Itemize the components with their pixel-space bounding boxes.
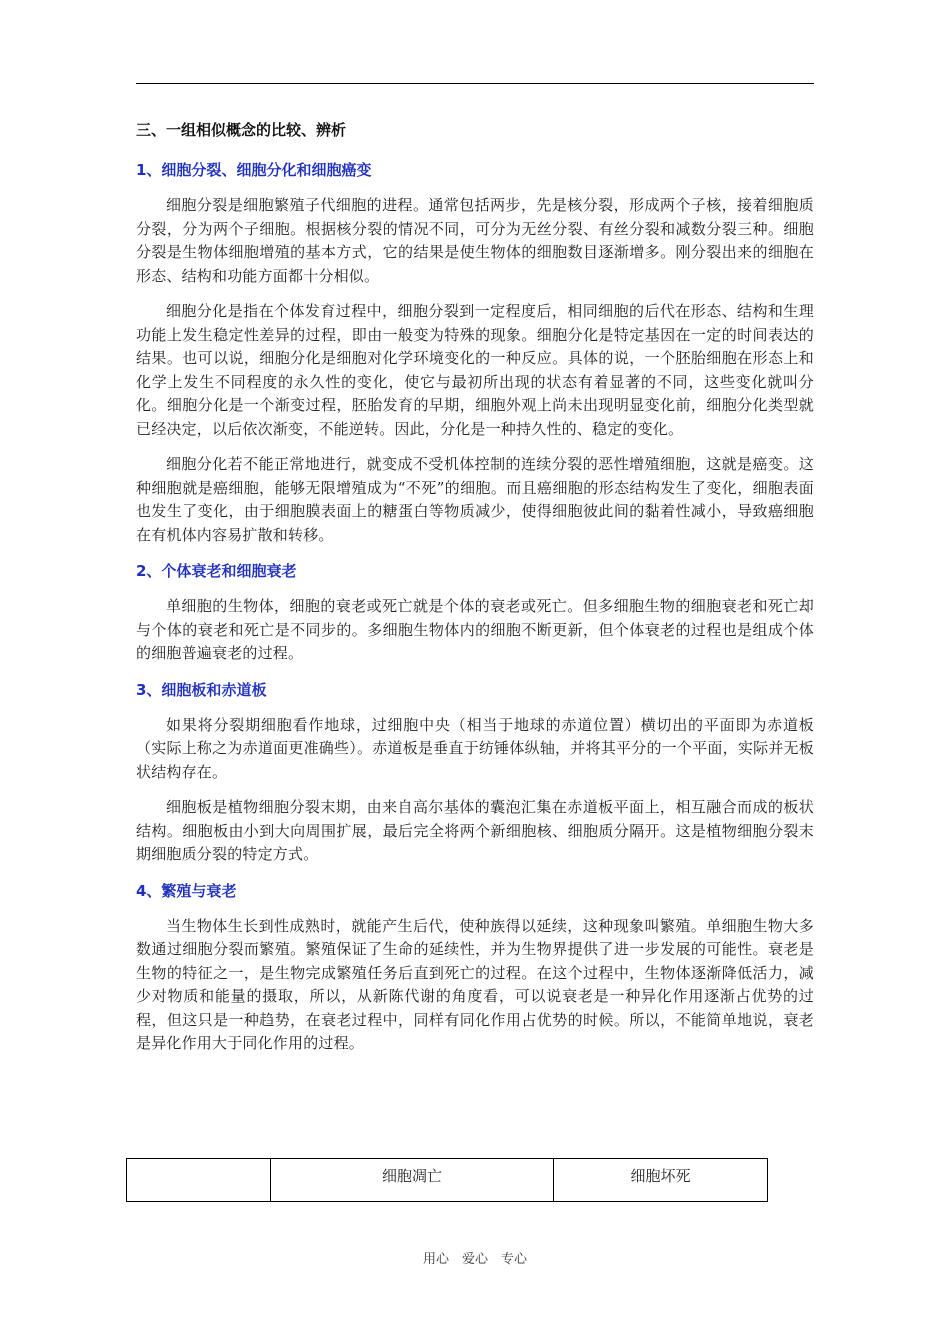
subsection-title-4: 4、繁殖与衰老	[136, 881, 237, 900]
header-rule	[136, 83, 814, 84]
comparison-table	[126, 1158, 768, 1202]
paragraph-reproduction: 当生物体生长到性成熟时，就能产生后代，使种族得以延续，这种现象叫繁殖。单细胞生物大多数通过细胞分裂而繁殖。繁殖保证了生命的延续性，并为生物界提供了进一步发展的可能性。衰老是生物的特征之一，是生物完成繁殖任务后直到死亡的过程。在这个过程中，生物体逐渐降低活力，减少对物质和能量的摄取，所以，从新陈代谢的角度看，可以说衰老是一种异化作用逐渐占优势的过程，但这只是一种趋势，在衰老过程中，同样有同化作用占优势的时候。所以，不能简单地说，衰老是异化作用大于同化作用的过程。	[136, 916, 814, 1052]
table-header-empty	[127, 1159, 271, 1202]
table-header-row	[127, 1159, 768, 1202]
page-footer: 用心 爱心 专心	[422, 1252, 527, 1267]
table-header-necrosis: 细胞坏死	[554, 1159, 768, 1202]
paragraph-cell-differentiation: 细胞分化是指在个体发育过程中，细胞分裂到一定程度后，相同细胞的后代在形态、结构和生理功能上发生稳定性差异的过程，即由一般变为特殊的现象。细胞分化是特定基因在一定的时间表达的结果。也可以说，细胞分化是细胞对化学环境变化的一种反应。具体的说，一个胚胎细胞在形态上和化学上发生不同程度的永久性的变化，使它与最初所出现的状态有着显著的不同，这些变化就叫分化。细胞分化是一个渐变过程，胚胎发育的早期，细胞外观上尚未出现明显变化前，细胞分化类型就已经决定，以后依次渐变，不能逆转。因此，分化是一种持久性的、稳定的变化。	[136, 302, 814, 438]
paragraph-aging: 单细胞的生物体，细胞的衰老或死亡就是个体的衰老或死亡。但多细胞生物的细胞衰老和死亡却与个体的衰老和死亡是不同步的。多细胞生物体内的细胞不断更新，但个体衰老的过程也是组成个体的细胞普遍衰老的过程。	[136, 597, 814, 662]
subsection-title-1: 1、细胞分裂、细胞分化和细胞癌变	[136, 161, 372, 179]
subsection-title-3: 3、细胞板和赤道板	[136, 680, 267, 699]
paragraph-equatorial-plate: 如果将分裂期细胞看作地球，过细胞中央（相当于地球的赤道位置）横切出的平面即为赤道板（实际上称之为赤道面更准确些）。赤道板是垂直于纺锤体纵轴，并将其平分的一个平面，实际并无板状结构存在。	[136, 715, 814, 781]
document-body	[136, 118, 814, 1068]
paragraph-cancer: 细胞分化若不能正常地进行，就变成不受机体控制的连续分裂的恶性增殖细胞，这就是癌变。这种细胞就是癌细胞，能够无限增殖成为“不死”的细胞。而且癌细胞的形态结构发生了变化，细胞表面也发生了变化，由于细胞膜表面上的糖蛋白等物质减少，使得细胞彼此间的黏着性减小，导致癌细胞在有机体内容易扩散和转移。	[136, 455, 814, 544]
paragraph-cell-plate: 细胞板是植物细胞分裂末期，由来自高尔基体的囊泡汇集在赤道板平面上，相互融合而成的板状结构。细胞板由小到大向周围扩展，最后完全将两个新细胞核、细胞质分隔开。这是植物细胞分裂末期细胞质分裂的特定方式。	[136, 798, 814, 863]
table-header-apoptosis: 细胞凋亡	[271, 1159, 554, 1202]
paragraph-cell-division: 细胞分裂是细胞繁殖子代细胞的进程。通常包括两步，先是核分裂，形成两个子核，接着细胞质分裂，分为两个子细胞。根据核分裂的情况不同，可分为无丝分裂、有丝分裂和减数分裂三种。细胞分裂是生物体细胞增殖的基本方式，它的结果是使生物体的细胞数目逐渐增多。刚分裂出来的细胞在形态、结构和功能方面都十分相似。	[136, 196, 814, 285]
section-heading: 三、一组相似概念的比较、辨析	[136, 121, 347, 139]
subsection-title-2: 2、个体衰老和细胞衰老	[136, 562, 297, 580]
